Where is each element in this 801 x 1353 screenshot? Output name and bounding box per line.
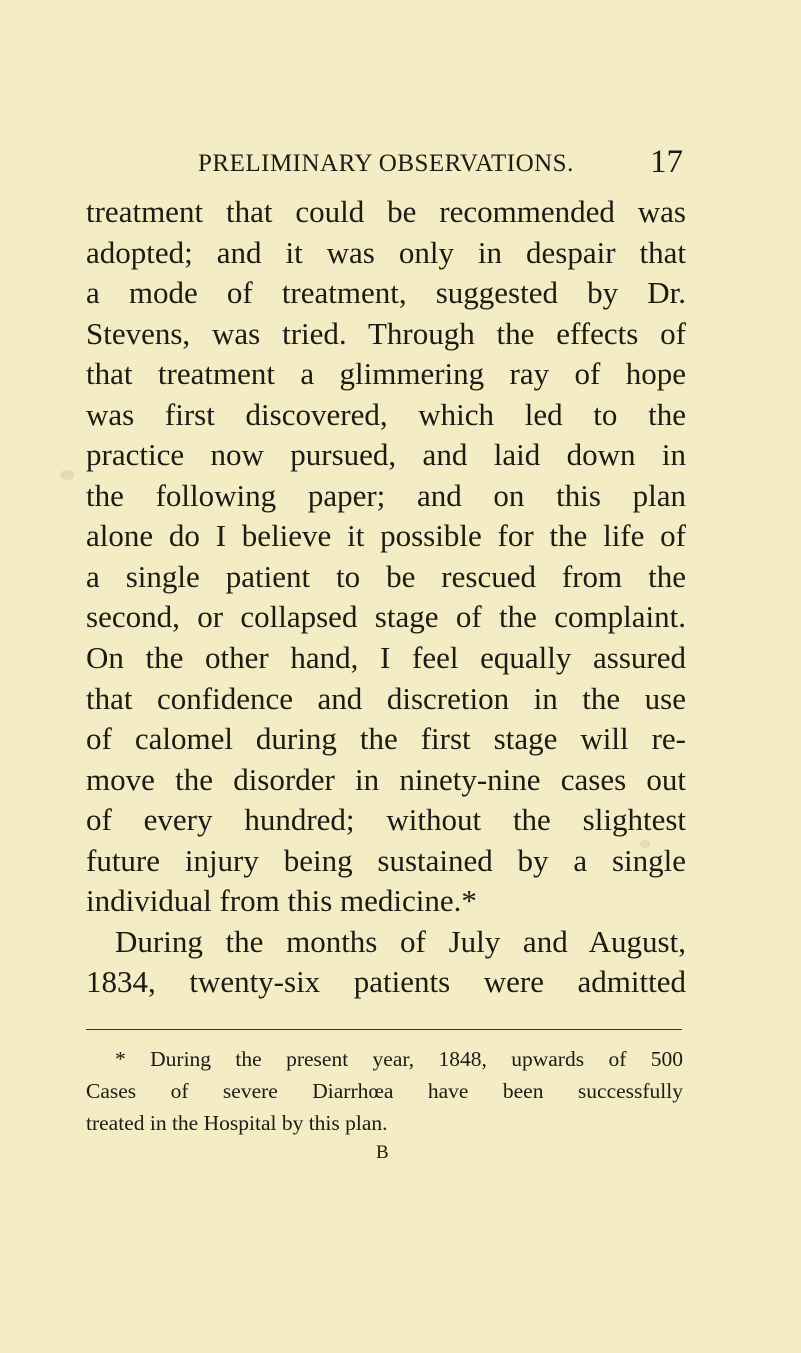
text-line: future injury being sustained by a single [86,842,686,878]
page-number: 17 [650,144,683,180]
text-line: that confidence and discretion in the use [86,680,686,716]
text-line: 1834, twenty-six patients were admitted [86,964,686,1000]
running-head [198,144,683,184]
footnote-line: Cases of severe Diarrhœa have been successfully [86,1079,683,1103]
body-text [86,192,686,1003]
text-line: a mode of treatment, suggested by Dr. [86,275,686,311]
text-line: a single patient to be rescued from the [86,558,686,594]
footnote [86,1043,683,1139]
footnote-line: * During the present year, 1848, upwards of 500 [115,1047,683,1071]
text-line: On the other hand, I feel equally assured [86,640,686,676]
text-line: individual from this medicine.* [86,883,477,919]
text-line: treatment that could be recommended was [86,194,686,229]
text-line: second, or collapsed stage of the complaint. [86,599,686,635]
signature-mark: B [376,1142,389,1163]
text-line: of every hundred; without the slightest [86,802,686,838]
text-line: was first discovered, which led to the [86,396,686,432]
text-line: that treatment a glimmering ray of hope [86,356,686,392]
text-line-paragraph-start: During the months of July and August, [115,923,686,959]
text-line: of calomel during the first stage will re- [86,721,686,757]
text-line: alone do I believe it possible for the life of [86,518,686,554]
text-line: practice now pursued, and laid down in [86,437,686,473]
footnote-line: treated in the Hospital by this plan. [86,1111,388,1135]
text-line: Stevens, was tried. Through the effects of [86,315,686,351]
footnote-rule [86,1029,682,1030]
running-head-title: PRELIMINARY OBSERVATIONS. [198,150,574,177]
text-line: adopted; and it was only in despair that [86,234,686,270]
text-line: move the disorder in ninety-nine cases out [86,761,686,797]
paper-spot [60,470,74,480]
text-line: the following paper; and on this plan [86,477,686,513]
